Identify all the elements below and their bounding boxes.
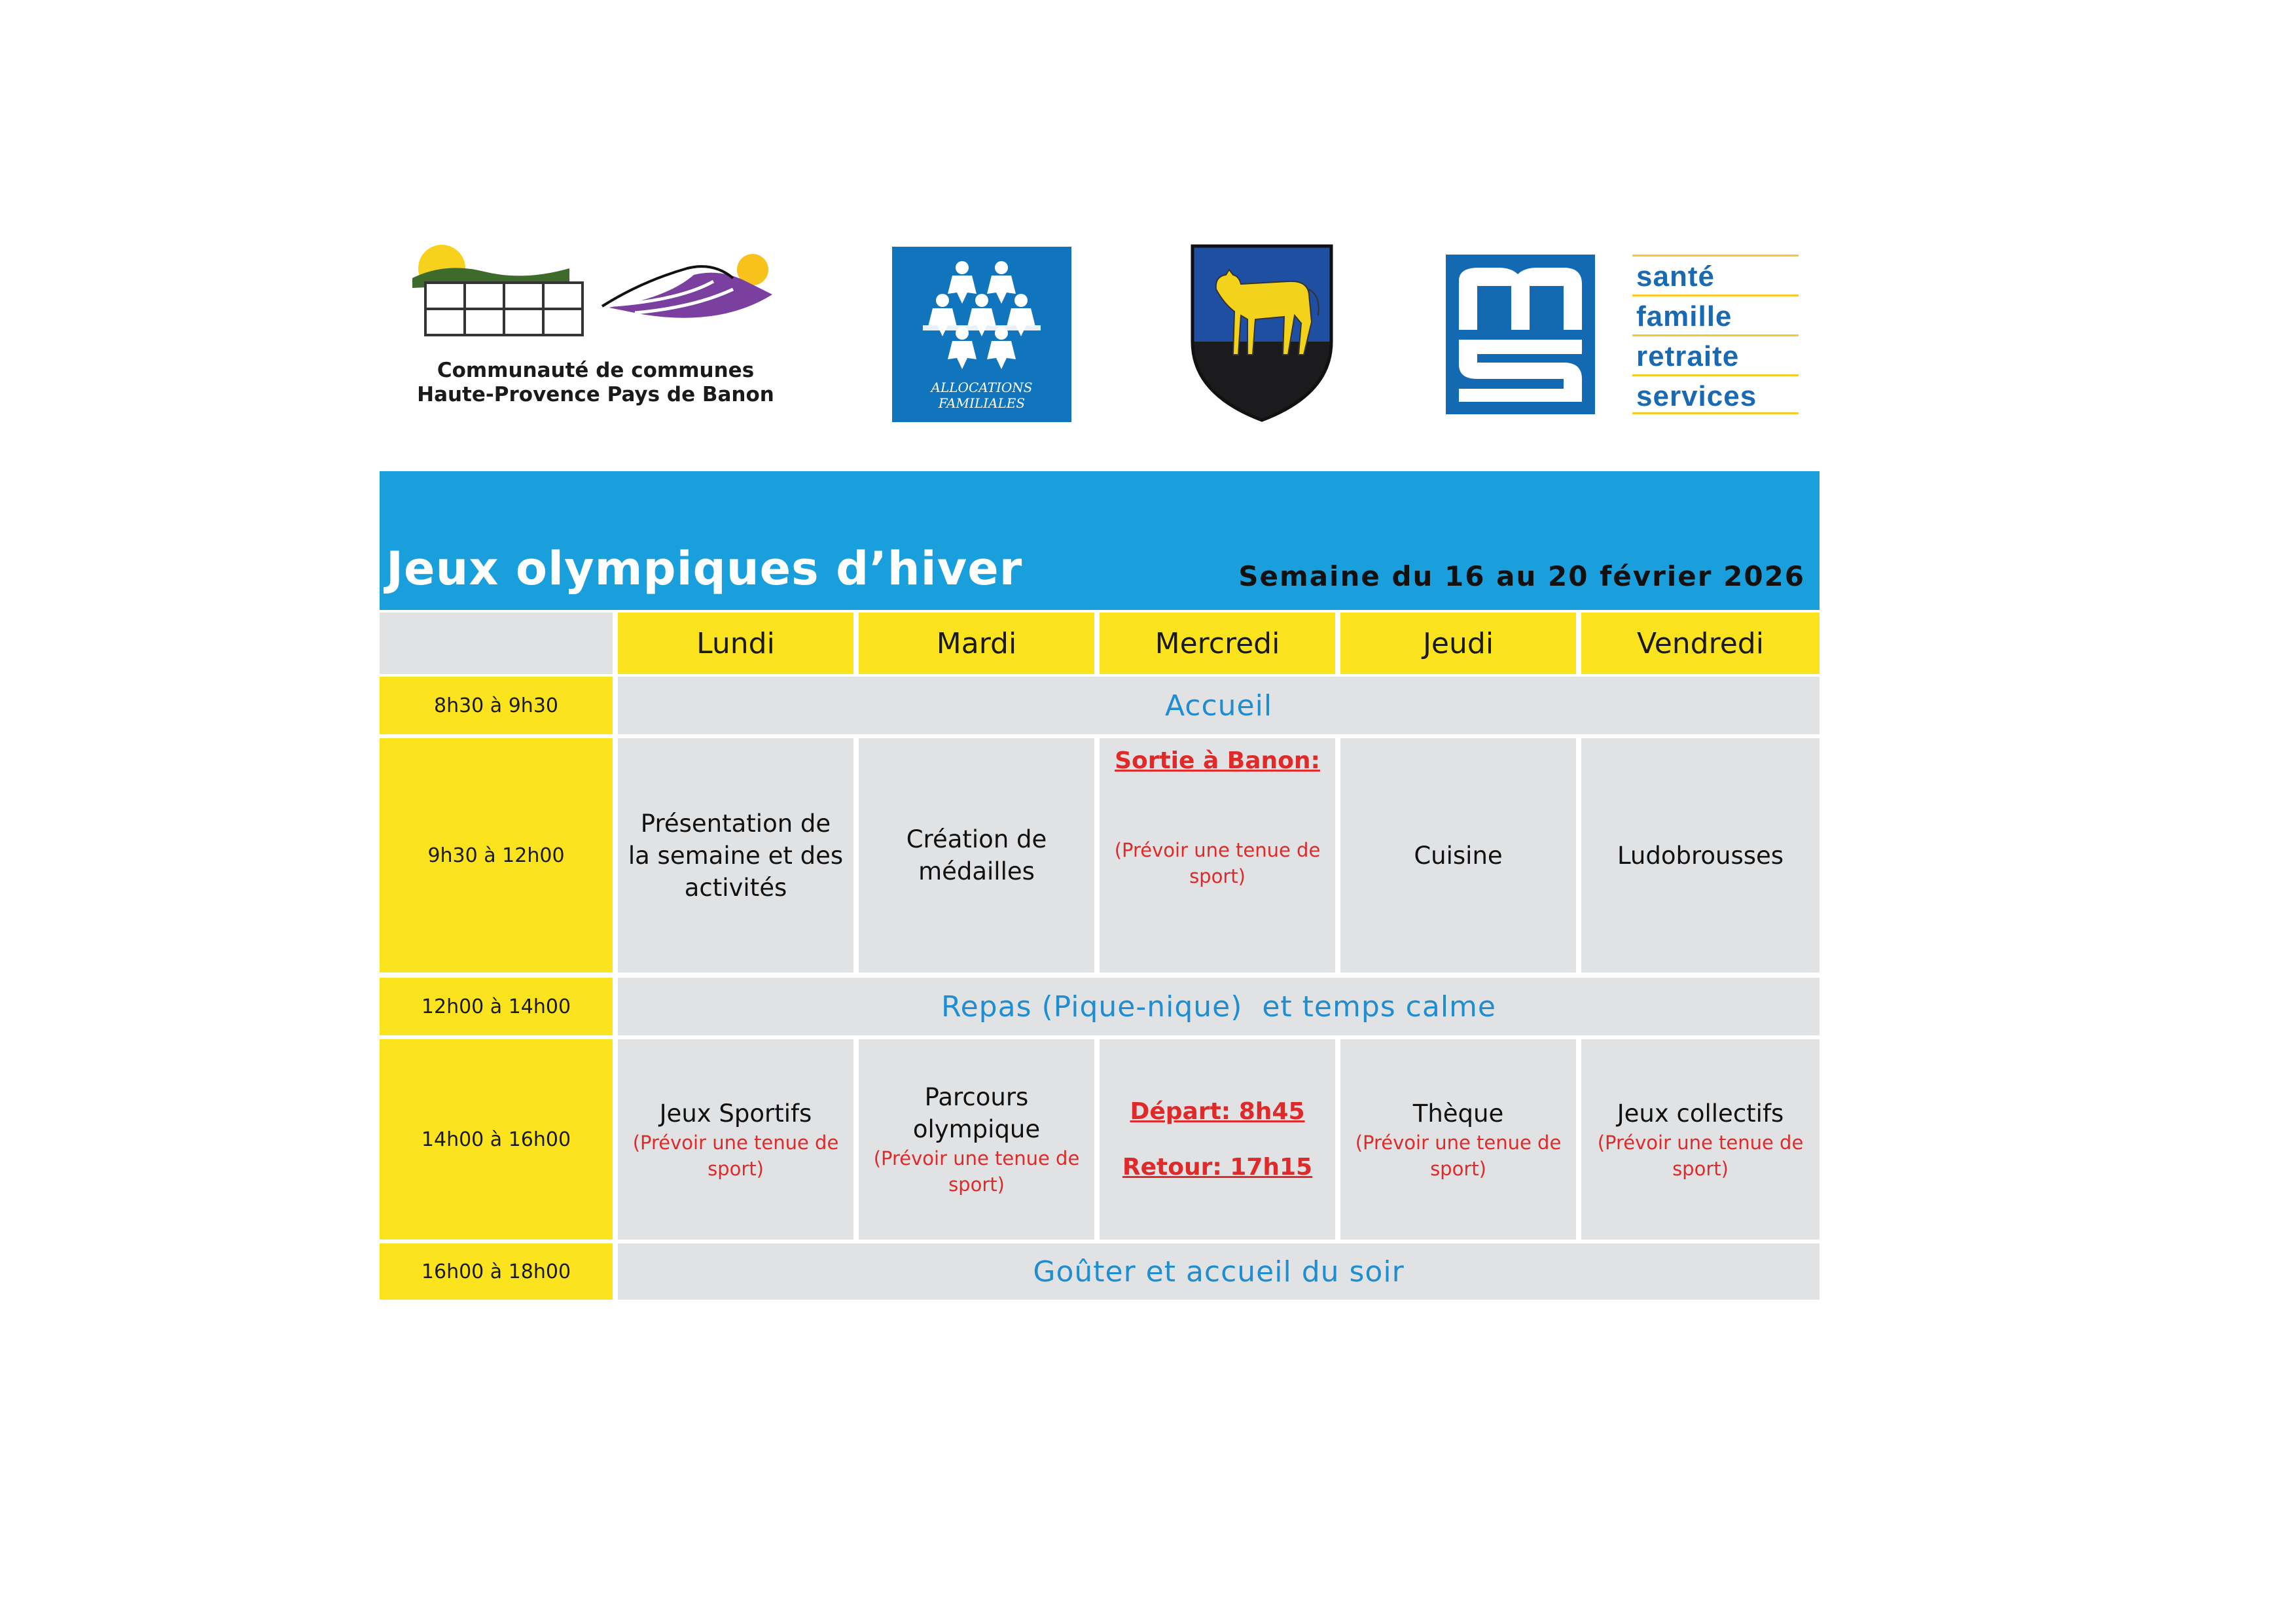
accueil-label: Accueil: [1164, 688, 1273, 722]
time-label: 16h00 à 18h00: [421, 1260, 571, 1283]
activity-label: Jeux collectifs: [1617, 1099, 1784, 1128]
outing-note: (Prévoir une tenue de sport): [1114, 839, 1321, 887]
activity-label: Parcours olympique: [912, 1083, 1041, 1143]
time-label: 9h30 à 12h00: [427, 844, 565, 867]
caf-line1: ALLOCATIONS: [931, 380, 1033, 395]
activity-cell-jeudi-afternoon: [1340, 1039, 1576, 1240]
departure-time: Départ: 8h45: [1130, 1098, 1305, 1125]
msa-logo: [1446, 255, 1595, 414]
time-cell: [380, 1039, 613, 1240]
day-header-vendredi: [1581, 613, 1820, 674]
activity-cell-mercredi-morning: [1100, 738, 1335, 972]
activity-label: Cuisine: [1414, 841, 1503, 870]
activity-cell-lundi-morning: [618, 738, 853, 972]
activity-label: Création de médailles: [906, 825, 1047, 885]
return-time: Retour: 17h15: [1122, 1154, 1313, 1181]
lunch-label: Repas (Pique-nique) et temps calme: [941, 990, 1496, 1024]
activity-cell-lundi-afternoon: [618, 1039, 853, 1240]
day-header-mercredi: [1100, 613, 1335, 674]
time-cell: [380, 738, 613, 972]
activity-cell-jeudi-morning: [1340, 738, 1576, 972]
day-label: Jeudi: [1422, 626, 1494, 660]
coat-of-arms: [1190, 243, 1334, 423]
day-label: Lundi: [696, 626, 775, 660]
evening-row: [618, 1243, 1820, 1300]
time-label: 14h00 à 16h00: [421, 1128, 571, 1151]
caf-text: [892, 380, 1071, 411]
msa-word-famille: famille: [1636, 300, 1732, 332]
time-label: 8h30 à 9h30: [433, 694, 558, 717]
time-label: 12h00 à 14h00: [421, 995, 571, 1018]
day-label: Vendredi: [1637, 626, 1764, 660]
caf-logo: [892, 247, 1071, 422]
activity-label: Présentation de la semaine et des activités: [628, 809, 844, 902]
day-header-lundi: [618, 613, 853, 674]
msa-word-sante: santé: [1636, 260, 1715, 293]
lunch-row: [618, 978, 1820, 1035]
community-name: [393, 359, 798, 407]
page-title: Jeux olympiques d’hiver: [386, 542, 1023, 596]
caf-people-icon: [916, 255, 1047, 376]
activity-label: Jeux Sportifs: [659, 1099, 812, 1128]
outing-title: Sortie à Banon:: [1115, 747, 1320, 774]
activity-cell-mardi-morning: [859, 738, 1094, 972]
activity-label: Ludobrousses: [1617, 841, 1784, 870]
cow-shield-icon: [1190, 243, 1334, 423]
sun-landscape-puzzle-icon: [406, 242, 785, 340]
community-name-line1: Communauté de communes: [437, 359, 755, 382]
day-label: Mercredi: [1155, 626, 1280, 660]
activity-note: (Prévoir une tenue de sport): [873, 1147, 1080, 1196]
activity-cell-vendredi-morning: [1581, 738, 1820, 972]
day-header-jeudi: [1340, 613, 1576, 674]
day-header-mardi: [859, 613, 1094, 674]
msa-slogan: [1632, 255, 1799, 414]
activity-note: (Prévoir une tenue de sport): [632, 1131, 839, 1180]
community-logo: [406, 242, 785, 340]
corner-cell: [380, 613, 613, 674]
activity-cell-mardi-afternoon: [859, 1039, 1094, 1240]
time-cell: [380, 1243, 613, 1300]
accueil-row: [618, 677, 1820, 734]
activity-label: Thèque: [1412, 1099, 1504, 1128]
caf-line2: FAMILIALES: [938, 395, 1026, 411]
evening-label: Goûter et accueil du soir: [1033, 1255, 1405, 1289]
msa-word-retraite: retraite: [1636, 340, 1740, 372]
community-name-line2: Haute-Provence Pays de Banon: [417, 383, 774, 406]
msa-logo-icon: [1446, 255, 1595, 414]
activity-note: (Prévoir une tenue de sport): [1355, 1131, 1562, 1180]
activity-note: (Prévoir une tenue de sport): [1597, 1131, 1804, 1180]
day-label: Mardi: [936, 626, 1017, 660]
time-cell: [380, 978, 613, 1035]
week-dates: Semaine du 16 au 20 février 2026: [1238, 560, 1805, 592]
activity-cell-vendredi-afternoon: [1581, 1039, 1820, 1240]
activity-cell-mercredi-afternoon: [1100, 1039, 1335, 1240]
msa-word-services: services: [1636, 380, 1757, 412]
time-cell: [380, 677, 613, 734]
